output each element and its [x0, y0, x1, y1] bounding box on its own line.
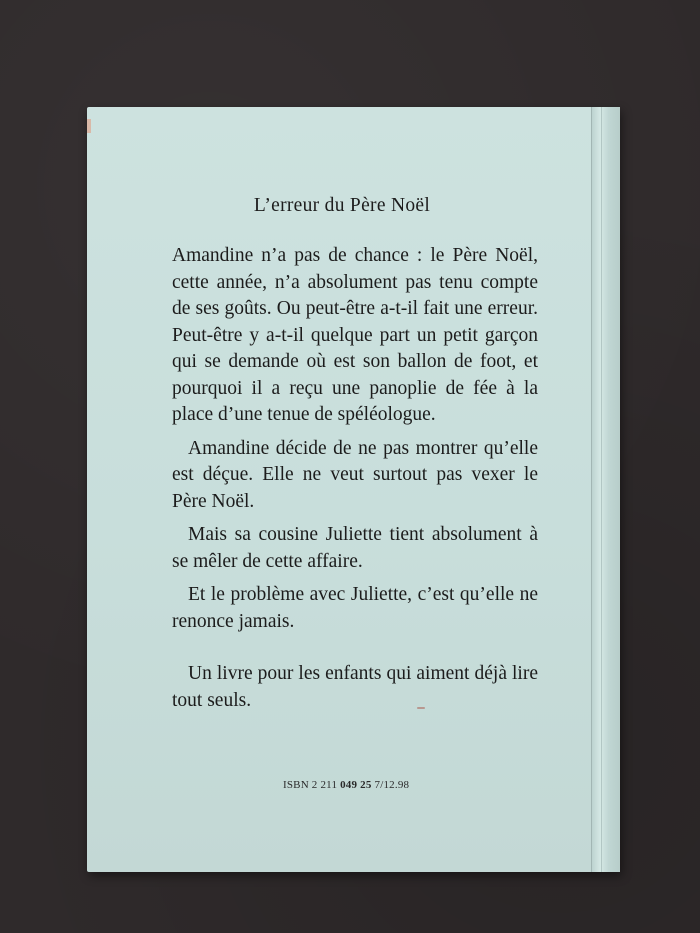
- book-back-cover: [87, 107, 620, 872]
- isbn-line: [283, 779, 409, 791]
- blurb-paragraph-3: Mais sa cousine Juliette tient absolument à se mêler de cette affaire.: [172, 524, 538, 572]
- isbn-bold-part: 049 25: [340, 779, 372, 791]
- isbn-suffix: 7/12.98: [371, 779, 410, 791]
- worn-corner: [87, 119, 91, 133]
- isbn-prefix: ISBN 2 211: [283, 779, 341, 791]
- blurb-paragraph-1: Amandine n’a pas de chance : le Père Noël, cette année, n’a absolument pas tenu compte de ses goûts. Ou peut-être a-t-il fait une erreur. Peut-être y a-t-il quelque part un petit garçon qui se demande où est son ballon de foot, et pourquoi il a reçu une panoplie de fée à la place d’une tenue de spéléologue.: [172, 245, 538, 425]
- stain-mark: [417, 707, 425, 709]
- book-spine: [591, 107, 620, 872]
- blurb: [172, 243, 538, 714]
- book-title: L’erreur du Père Noël: [253, 195, 431, 216]
- blurb-paragraph-4: Et le problème avec Juliette, c’est qu’elle ne renonce jamais.: [172, 584, 538, 632]
- spine-fold-line: [601, 107, 602, 872]
- blurb-paragraph-2: Amandine décide de ne pas montrer qu’elle est déçue. Elle ne veut surtout pas vexer le Père Noël.: [172, 437, 538, 512]
- tagline: Un livre pour les enfants qui aiment déjà lire tout seuls.: [172, 663, 538, 711]
